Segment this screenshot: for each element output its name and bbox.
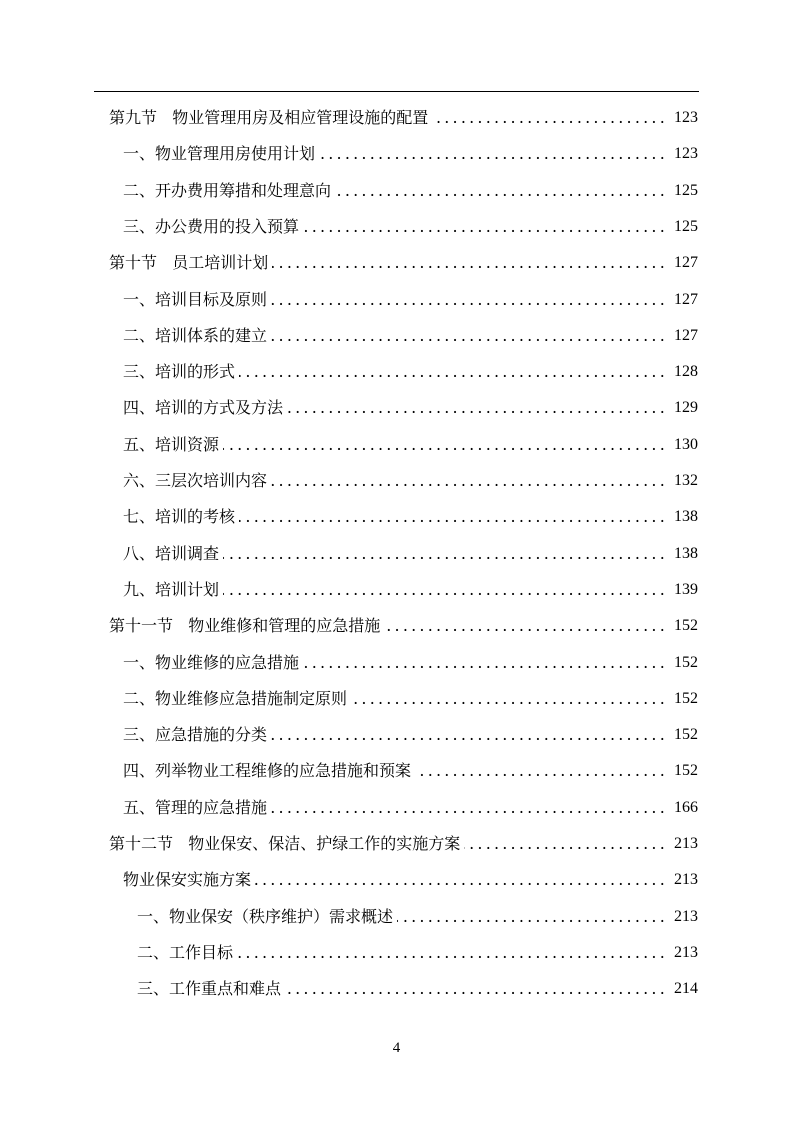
page-number: 4	[392, 1040, 401, 1056]
toc-dot-leader	[415, 761, 668, 781]
toc-entry-page: 130	[674, 435, 698, 453]
toc-entry-page: 128	[674, 363, 698, 381]
toc-entry-title: 五、培训资源	[123, 434, 220, 454]
toc-dot-leader	[271, 798, 668, 818]
toc-dot-leader	[237, 943, 668, 963]
toc-dot-leader	[319, 144, 668, 164]
toc-entry[interactable]	[123, 645, 698, 681]
toc-dot-leader	[223, 435, 668, 455]
toc-entry-page: 125	[674, 217, 698, 235]
toc-entry[interactable]	[123, 209, 698, 245]
toc-entry[interactable]	[123, 318, 698, 354]
toc-entry[interactable]	[123, 427, 698, 463]
toc-entry-page: 127	[674, 326, 698, 344]
toc-entry-title: 一、物业维修的应急措施	[123, 652, 300, 672]
toc-dot-leader	[271, 725, 668, 745]
toc-dot-leader	[271, 290, 668, 310]
toc-entry-page: 123	[674, 109, 698, 126]
toc-entry-title: 二、开办费用筹措和处理意向	[123, 180, 332, 200]
header-rule	[94, 91, 699, 92]
toc-dot-leader	[239, 507, 668, 527]
toc-dot-leader	[271, 471, 668, 491]
toc-entry-page: 152	[674, 689, 698, 707]
toc-entry-title: 第十一节 物业维修和管理的应急措施	[109, 616, 381, 636]
toc-entry[interactable]	[123, 390, 698, 426]
toc-dot-leader	[303, 653, 668, 673]
toc-dot-leader	[335, 181, 668, 201]
toc-entry[interactable]	[137, 899, 698, 935]
toc-dot-leader	[303, 217, 668, 237]
toc-entry-title: 三、工作重点和难点	[137, 979, 282, 999]
toc-entry-title: 七、培训的考核	[123, 507, 236, 527]
toc-dot-leader	[384, 616, 668, 636]
toc-dot-leader	[239, 362, 668, 382]
toc-entry-page: 213	[674, 835, 698, 852]
toc-entry-page: 213	[674, 871, 698, 889]
toc-entry-page: 129	[674, 399, 698, 417]
toc-entry-page: 123	[674, 145, 698, 163]
toc-entry-title: 三、培训的形式	[123, 362, 236, 382]
toc-dot-leader	[287, 398, 668, 418]
toc-dot-leader	[271, 326, 668, 346]
toc-entry[interactable]	[123, 717, 698, 753]
toc-entry[interactable]	[109, 826, 698, 862]
toc-entry-page: 138	[674, 508, 698, 526]
toc-entry-title: 第九节 物业管理用房及相应管理设施的配置	[109, 108, 429, 127]
toc-entry-title: 六、三层次培训内容	[123, 471, 268, 490]
toc-dot-leader	[397, 907, 668, 927]
toc-entry-title: 四、培训的方式及方法	[123, 398, 284, 418]
toc-entry[interactable]	[123, 463, 698, 499]
toc-entry[interactable]	[109, 100, 698, 136]
toc-entry-page: 166	[674, 798, 698, 816]
toc-entry-title: 第十节 员工培训计划	[109, 253, 269, 273]
toc-entry-title: 一、物业保安（秩序维护）需求概述	[137, 906, 394, 926]
toc-entry[interactable]	[123, 536, 698, 572]
toc-entry[interactable]	[109, 245, 698, 281]
toc-entry-title: 一、培训目标及原则	[123, 289, 268, 309]
toc-dot-leader	[351, 689, 668, 709]
toc-entry-title: 第十二节 物业保安、保洁、护绿工作的实施方案	[109, 834, 461, 853]
toc-entry-title: 二、工作目标	[137, 942, 234, 962]
toc-entry[interactable]	[137, 935, 698, 971]
toc-entry-page: 132	[674, 472, 698, 489]
toc-entry-title: 五、管理的应急措施	[123, 797, 268, 817]
toc-entry-title: 二、物业维修应急措施制定原则	[123, 688, 348, 708]
toc-entry-page: 138	[674, 544, 698, 562]
toc-dot-leader	[272, 253, 668, 273]
toc-entry[interactable]	[123, 499, 698, 535]
toc-entry-title: 四、列举物业工程维修的应急措施和预案	[123, 761, 412, 781]
toc-entry[interactable]	[137, 971, 698, 1007]
toc-dot-leader	[223, 544, 668, 564]
toc-entry-page: 139	[674, 580, 698, 598]
toc-dot-leader	[285, 979, 668, 999]
toc-entry-title: 二、培训体系的建立	[123, 325, 268, 345]
toc-entry[interactable]	[109, 608, 698, 644]
toc-entry[interactable]	[123, 572, 698, 608]
toc-dot-leader	[432, 108, 668, 128]
toc-entry-page: 152	[674, 762, 698, 780]
toc-entry-page: 214	[674, 980, 698, 998]
toc-entry-page: 152	[674, 653, 698, 671]
toc-entry[interactable]	[123, 790, 698, 826]
toc-entry[interactable]	[123, 136, 698, 172]
toc-entry-page: 125	[674, 181, 698, 199]
toc-entry[interactable]	[123, 862, 698, 898]
toc-dot-leader	[255, 870, 668, 890]
toc-dot-leader	[223, 580, 668, 600]
toc-entry[interactable]	[123, 282, 698, 318]
toc-entry[interactable]	[123, 354, 698, 390]
toc-entry-title: 三、办公费用的投入预算	[123, 216, 300, 236]
toc-entry-page: 152	[674, 617, 698, 635]
toc-entry-title: 八、培训调查	[123, 543, 220, 563]
toc-entry-page: 213	[674, 907, 698, 925]
toc-entry-title: 九、培训计划	[123, 579, 220, 599]
toc-entry-page: 127	[674, 254, 698, 272]
toc-entry[interactable]	[123, 173, 698, 209]
toc-entry-title: 三、应急措施的分类	[123, 725, 268, 745]
toc-entry-page: 127	[674, 290, 698, 308]
toc-entry[interactable]	[123, 753, 698, 789]
toc-entry[interactable]	[123, 681, 698, 717]
toc-entry-title: 一、物业管理用房使用计划	[123, 144, 316, 164]
toc-entry-page: 152	[674, 726, 698, 744]
toc-entry-title: 物业保安实施方案	[123, 870, 252, 890]
toc-dot-leader	[464, 834, 668, 854]
toc-entry-page: 213	[674, 943, 698, 961]
